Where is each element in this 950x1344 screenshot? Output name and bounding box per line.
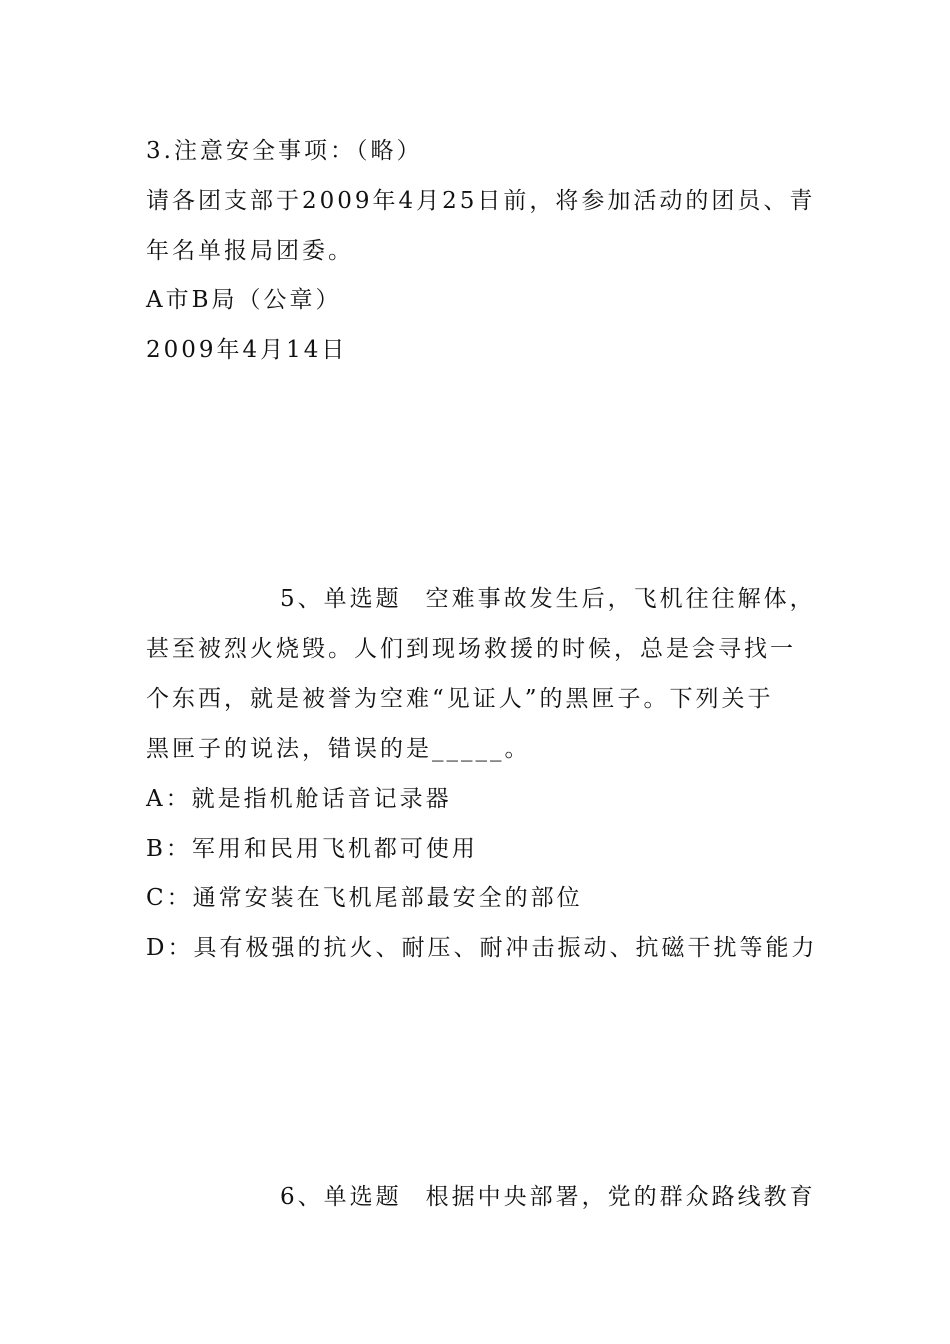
question-5-number: 5、 [280, 586, 324, 612]
question-5-stem-line-4: 黑匣子的说法，错误的是_____。 [146, 736, 531, 762]
notice-item-3: 3.注意安全事项：（略） [146, 138, 423, 164]
question-6-number: 6、 [280, 1184, 324, 1210]
question-5-option-a: A：就是指机舱话音记录器 [146, 786, 452, 812]
question-5-option-d: D：具有极强的抗火、耐压、耐冲击振动、抗磁干扰等能力 [146, 935, 818, 961]
question-5-stem-line-1: 空难事故发生后，飞机往往解体， [425, 586, 816, 612]
question-5-stem-line-3: 个东西，就是被誉为空难“见证人”的黑匣子。下列关于 [146, 686, 774, 712]
notice-date: 2009年4月14日 [146, 337, 348, 363]
notice-deadline-line-1: 请各团支部于2009年4月25日前，将参加活动的团员、青 [146, 188, 816, 214]
question-5-option-c: C：通常安装在飞机尾部最安全的部位 [146, 885, 583, 911]
question-5-type: 单选题 [323, 586, 402, 612]
notice-signature: A市B局（公章） [146, 287, 342, 313]
question-6-stem-line-1: 根据中央部署，党的群众路线教育 [425, 1184, 816, 1210]
question-6-type: 单选题 [323, 1184, 402, 1210]
question-6-header [280, 1182, 816, 1212]
question-5-stem-line-2: 甚至被烈火烧毁。人们到现场救援的时候，总是会寻找一 [146, 636, 796, 662]
notice-deadline-line-2: 年名单报局团委。 [146, 238, 354, 264]
question-5-header [280, 584, 816, 614]
question-5-option-b: B：军用和民用飞机都可使用 [146, 836, 478, 862]
